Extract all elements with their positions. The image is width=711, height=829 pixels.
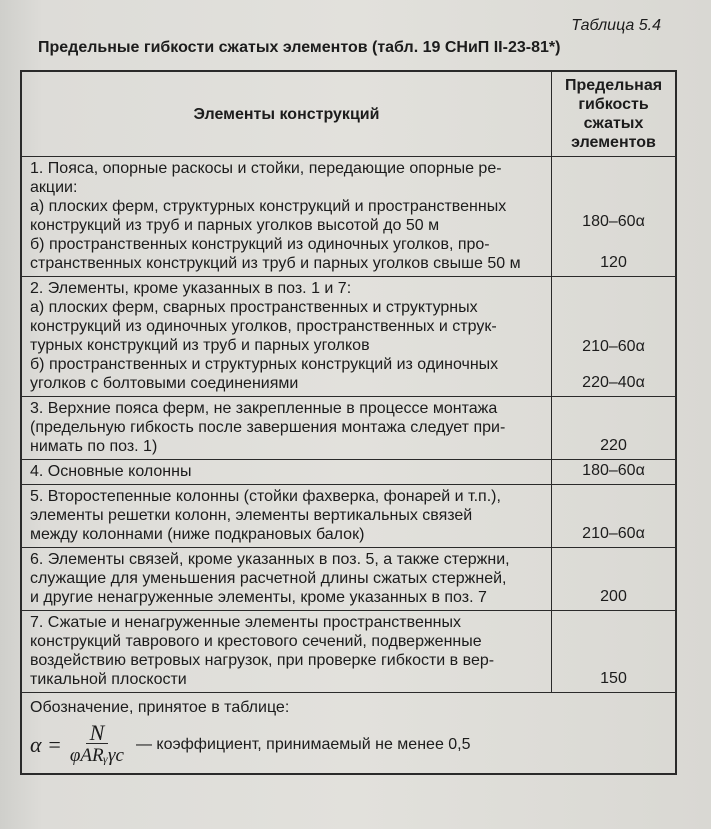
description-line: воздействию ветровых нагрузок, при проверке гибкости в вер- bbox=[30, 652, 495, 669]
formula-description: — коэффициент, принимаемый не менее 0,5 bbox=[135, 735, 471, 753]
formula-lhs: α = bbox=[30, 731, 62, 757]
table-row bbox=[21, 157, 676, 277]
description-line: 7. Сжатые и ненагруженные элементы пространственных bbox=[30, 614, 462, 631]
header-limit-line: сжатых bbox=[583, 115, 644, 132]
description-line: 1. Пояса, опорные раскосы и стойки, передающие опорные ре- bbox=[30, 160, 502, 177]
description-line: и другие ненагруженные элементы, кроме указанных в поз. 7 bbox=[30, 589, 487, 606]
description-line: уголков с болтовыми соединениями bbox=[30, 375, 299, 392]
table-row bbox=[21, 460, 676, 485]
limit-value-cell bbox=[552, 485, 677, 548]
limit-value: 220–40α bbox=[582, 374, 645, 391]
limit-value: 180–60α bbox=[582, 213, 645, 230]
description-line: 3. Верхние пояса ферм, не закрепленные в процессе монтажа bbox=[30, 400, 498, 417]
element-description-cell bbox=[21, 397, 552, 460]
table-caption: Таблица 5.4 bbox=[571, 17, 661, 34]
description-line: 5. Второстепенные колонны (стойки фахверка, фонарей и т.п.), bbox=[30, 488, 501, 505]
description-line: между колоннами (ниже подкрановых балок) bbox=[30, 526, 365, 543]
description-line: конструкций из труб и парных уголков высотой до 50 м bbox=[30, 217, 440, 234]
table-row bbox=[21, 277, 676, 397]
limit-value-cell bbox=[552, 548, 677, 611]
description-line: нимать по поз. 1) bbox=[30, 438, 158, 455]
limit-value-cell bbox=[552, 397, 677, 460]
table-row bbox=[21, 397, 676, 460]
description-line: (предельную гибкость после завершения монтажа следует при- bbox=[30, 419, 506, 436]
limit-value: 210–60α bbox=[582, 525, 645, 542]
description-line: а) плоских ферм, сварных пространственных и структурных bbox=[30, 299, 478, 316]
description-line: конструкций таврового и крестового сечений, подверженные bbox=[30, 633, 482, 650]
description-line: б) пространственных конструкций из одиночных уголков, про- bbox=[30, 236, 490, 253]
description-line: конструкций из одиночных уголков, пространственных и струк- bbox=[30, 318, 497, 335]
description-line: 4. Основные колонны bbox=[30, 463, 192, 480]
alpha-formula bbox=[30, 720, 667, 766]
limit-value: 120 bbox=[600, 254, 627, 271]
notes-heading: Обозначение, принятое в таблице: bbox=[30, 699, 290, 716]
limit-value: 200 bbox=[600, 588, 627, 605]
table-row bbox=[21, 611, 676, 693]
header-row bbox=[21, 71, 676, 157]
limit-value-cell bbox=[552, 157, 677, 277]
header-limit-line: Предельная bbox=[564, 77, 663, 94]
table-body bbox=[21, 157, 676, 693]
table-row bbox=[21, 548, 676, 611]
notes-row bbox=[21, 693, 676, 775]
limit-value-cell bbox=[552, 277, 677, 397]
element-description-cell bbox=[21, 277, 552, 397]
table-row bbox=[21, 485, 676, 548]
description-line: турных конструкций из труб и парных уголков bbox=[30, 337, 370, 354]
limit-value: 220 bbox=[600, 437, 627, 454]
description-line: тикальной плоскости bbox=[30, 671, 187, 688]
element-description-cell bbox=[21, 460, 552, 485]
notes-cell bbox=[21, 693, 676, 775]
formula-fraction bbox=[69, 720, 124, 766]
header-elements: Элементы конструкций bbox=[21, 71, 552, 157]
limit-value-cell bbox=[552, 611, 677, 693]
element-description-cell bbox=[21, 485, 552, 548]
limit-value-cell bbox=[552, 460, 677, 485]
description-line: странственных конструкций из труб и парных уголков свыше 50 м bbox=[30, 255, 521, 272]
description-line: элементы решетки колонн, элементы вертикальных связей bbox=[30, 507, 473, 524]
description-line: служащие для уменьшения расчетной длины сжатых стержней, bbox=[30, 570, 507, 587]
header-limit-line: гибкость bbox=[578, 96, 649, 113]
description-line: а) плоских ферм, структурных конструкций и пространственных bbox=[30, 198, 507, 215]
element-description-cell bbox=[21, 548, 552, 611]
header-limit bbox=[552, 71, 677, 157]
limit-value: 210–60α bbox=[582, 338, 645, 355]
description-line: б) пространственных и структурных конструкций из одиночных bbox=[30, 356, 499, 373]
limit-value: 180–60α bbox=[582, 462, 645, 479]
formula-numerator: N bbox=[86, 723, 109, 744]
limit-slenderness-table bbox=[20, 70, 677, 775]
element-description-cell bbox=[21, 157, 552, 277]
element-description-cell bbox=[21, 611, 552, 693]
formula-denominator: φARᵧγc bbox=[69, 745, 124, 766]
table-title: Предельные гибкости сжатых элементов (табл. 19 СНиП II-23-81*) bbox=[38, 39, 561, 56]
header-limit-line: элементов bbox=[571, 134, 656, 151]
limit-value: 150 bbox=[600, 670, 627, 687]
description-line: 6. Элементы связей, кроме указанных в поз. 5, а также стержни, bbox=[30, 551, 510, 568]
description-line: акции: bbox=[30, 179, 78, 196]
description-line: 2. Элементы, кроме указанных в поз. 1 и 7: bbox=[30, 280, 352, 297]
